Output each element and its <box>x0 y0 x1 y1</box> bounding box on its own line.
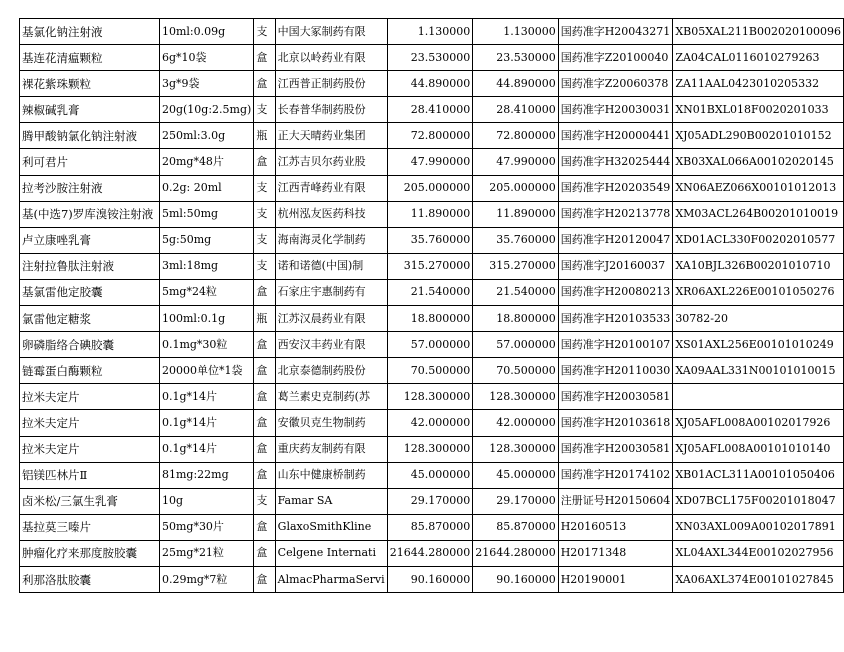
price-limit-cell[interactable]: 45.000000 <box>473 462 558 488</box>
drug-code-cell[interactable]: XA10BJL326B00201010710 <box>673 253 844 279</box>
price-limit-cell[interactable]: 85.870000 <box>473 514 558 540</box>
unit-cell[interactable]: 盒 <box>254 462 275 488</box>
price-cell[interactable]: 18.800000 <box>387 306 473 332</box>
price-limit-cell[interactable]: 1.130000 <box>473 19 558 45</box>
manufacturer-cell[interactable]: 江苏汉晨药业有限 <box>275 306 387 332</box>
manufacturer-cell[interactable]: 杭州泓友医药科技 <box>275 201 387 227</box>
table-row <box>20 514 844 540</box>
approval-number-cell[interactable]: 国药准字H20000441 <box>558 123 673 149</box>
approval-number-cell[interactable]: H20160513 <box>558 514 673 540</box>
drug-code-cell[interactable]: XS01AXL256E00101010249 <box>673 332 844 358</box>
drug-code-cell[interactable]: XJ05ADL290B00201010152 <box>673 123 844 149</box>
table-row <box>20 358 844 384</box>
price-limit-cell[interactable]: 42.000000 <box>473 410 558 436</box>
approval-number-cell[interactable]: 国药准字H20110030 <box>558 358 673 384</box>
price-limit-cell[interactable]: 18.800000 <box>473 306 558 332</box>
price-limit-cell[interactable]: 205.000000 <box>473 175 558 201</box>
manufacturer-cell[interactable]: 西安汉丰药业有限 <box>275 332 387 358</box>
table-row <box>20 45 844 71</box>
price-cell[interactable]: 72.800000 <box>387 123 473 149</box>
unit-cell[interactable]: 支 <box>254 227 275 253</box>
price-limit-cell[interactable]: 90.160000 <box>473 566 558 592</box>
price-cell[interactable]: 42.000000 <box>387 410 473 436</box>
unit-cell[interactable]: 支 <box>254 201 275 227</box>
drug-code-cell[interactable]: XB05XAL211B002020100096 <box>673 19 844 45</box>
approval-number-cell[interactable]: 国药准字H20120047 <box>558 227 673 253</box>
table-row <box>20 488 844 514</box>
price-cell[interactable]: 29.170000 <box>387 488 473 514</box>
spec-cell[interactable]: 0.2g: 20ml <box>159 175 253 201</box>
table-row <box>20 540 844 566</box>
unit-cell[interactable]: 盒 <box>254 540 275 566</box>
price-limit-cell[interactable]: 44.890000 <box>473 71 558 97</box>
approval-number-cell[interactable]: 国药准字H20213778 <box>558 201 673 227</box>
approval-number-cell[interactable]: H20171348 <box>558 540 673 566</box>
drug-code-cell[interactable]: ZA04CAL0116010279263 <box>673 45 844 71</box>
manufacturer-cell[interactable]: 中国大冢制药有限 <box>275 19 387 45</box>
table-row <box>20 384 844 410</box>
approval-number-cell[interactable]: 国药准字H20030581 <box>558 436 673 462</box>
drug-name-cell[interactable]: 卢立康唑乳膏 <box>20 227 160 253</box>
table-row <box>20 462 844 488</box>
drug-code-cell[interactable]: XB03XAL066A00102020145 <box>673 149 844 175</box>
drug-code-cell[interactable]: XB01ACL311A00101050406 <box>673 462 844 488</box>
spec-cell[interactable]: 0.1mg*30粒 <box>159 332 253 358</box>
table-row <box>20 253 844 279</box>
manufacturer-cell[interactable]: 江西普正制药股份 <box>275 71 387 97</box>
spec-cell[interactable]: 5mg*24粒 <box>159 279 253 305</box>
drug-code-cell[interactable]: XJ05AFL008A00101010140 <box>673 436 844 462</box>
approval-number-cell[interactable]: 国药准字H20174102 <box>558 462 673 488</box>
drug-code-cell[interactable]: ZA11AAL0423010205332 <box>673 71 844 97</box>
manufacturer-cell[interactable]: 北京泰德制药股份 <box>275 358 387 384</box>
manufacturer-cell[interactable]: 重庆药友制药有限 <box>275 436 387 462</box>
manufacturer-cell[interactable]: 诺和诺德(中国)制 <box>275 253 387 279</box>
table-row <box>20 227 844 253</box>
price-cell[interactable]: 28.410000 <box>387 97 473 123</box>
manufacturer-cell[interactable]: 海南海灵化学制药 <box>275 227 387 253</box>
price-limit-cell[interactable]: 11.890000 <box>473 201 558 227</box>
price-cell[interactable]: 90.160000 <box>387 566 473 592</box>
unit-cell[interactable]: 盒 <box>254 149 275 175</box>
table-row <box>20 279 844 305</box>
drug-name-cell[interactable]: 利可君片 <box>20 149 160 175</box>
manufacturer-cell[interactable]: 石家庄宇惠制药有 <box>275 279 387 305</box>
unit-cell[interactable]: 盒 <box>254 332 275 358</box>
unit-cell[interactable]: 盒 <box>254 45 275 71</box>
drug-code-cell[interactable]: XR06AXL226E00101050276 <box>673 279 844 305</box>
drug-code-cell[interactable]: XA06AXL374E00101027845 <box>673 566 844 592</box>
spec-cell[interactable]: 250ml:3.0g <box>159 123 253 149</box>
drug-code-cell[interactable]: XA09AAL331N00101010015 <box>673 358 844 384</box>
table-row <box>20 175 844 201</box>
price-limit-cell[interactable]: 72.800000 <box>473 123 558 149</box>
table-body <box>20 19 844 593</box>
spec-cell[interactable]: 20mg*48片 <box>159 149 253 175</box>
price-limit-cell[interactable]: 47.990000 <box>473 149 558 175</box>
drug-name-cell[interactable]: 拉考沙胺注射液 <box>20 175 160 201</box>
price-cell[interactable]: 128.300000 <box>387 384 473 410</box>
price-limit-cell[interactable]: 21644.280000 <box>473 540 558 566</box>
approval-number-cell[interactable]: 国药准字H20103618 <box>558 410 673 436</box>
drug-name-cell[interactable]: 链霉蛋白酶颗粒 <box>20 358 160 384</box>
manufacturer-cell[interactable]: GlaxoSmithKline <box>275 514 387 540</box>
drug-name-cell[interactable]: 拉米夫定片 <box>20 384 160 410</box>
table-row <box>20 436 844 462</box>
manufacturer-cell[interactable]: Famar SA <box>275 488 387 514</box>
approval-number-cell[interactable]: 国药准字Z20100040 <box>558 45 673 71</box>
drug-name-cell[interactable]: 卤米松/三氯生乳膏 <box>20 488 160 514</box>
drug-code-cell[interactable]: 30782-20 <box>673 306 844 332</box>
drug-code-cell[interactable]: XM03ACL264B00201010019 <box>673 201 844 227</box>
drug-name-cell[interactable]: 拉米夫定片 <box>20 436 160 462</box>
approval-number-cell[interactable]: 国药准字H20103533 <box>558 306 673 332</box>
price-cell[interactable]: 21.540000 <box>387 279 473 305</box>
drug-code-cell[interactable]: XL04AXL344E00102027956 <box>673 540 844 566</box>
manufacturer-cell[interactable]: 山东中健康桥制药 <box>275 462 387 488</box>
price-cell[interactable]: 1.130000 <box>387 19 473 45</box>
spec-cell[interactable]: 0.1g*14片 <box>159 410 253 436</box>
table-row <box>20 566 844 592</box>
drug-code-cell[interactable]: XN06AEZ066X00101012013 <box>673 175 844 201</box>
price-limit-cell[interactable]: 57.000000 <box>473 332 558 358</box>
unit-cell[interactable]: 盒 <box>254 71 275 97</box>
drug-name-cell[interactable]: 腾甲酸钠氯化钠注射液 <box>20 123 160 149</box>
table-row <box>20 332 844 358</box>
unit-cell[interactable]: 盒 <box>254 279 275 305</box>
price-cell[interactable]: 205.000000 <box>387 175 473 201</box>
spec-cell[interactable]: 20000单位*1袋 <box>159 358 253 384</box>
unit-cell[interactable]: 盒 <box>254 514 275 540</box>
spec-cell[interactable]: 25mg*21粒 <box>159 540 253 566</box>
price-limit-cell[interactable]: 23.530000 <box>473 45 558 71</box>
drug-code-cell[interactable]: XN03AXL009A00102017891 <box>673 514 844 540</box>
spec-cell[interactable]: 81mg:22mg <box>159 462 253 488</box>
drug-code-cell[interactable]: XN01BXL018F0020201033 <box>673 97 844 123</box>
drug-name-cell[interactable]: 注射拉鲁肽注射液 <box>20 253 160 279</box>
price-cell[interactable]: 35.760000 <box>387 227 473 253</box>
manufacturer-cell[interactable]: 葛兰素史克制药(苏 <box>275 384 387 410</box>
approval-number-cell[interactable]: 国药准字H20080213 <box>558 279 673 305</box>
approval-number-cell[interactable]: 国药准字H20203549 <box>558 175 673 201</box>
price-cell[interactable]: 44.890000 <box>387 71 473 97</box>
spec-cell[interactable]: 3g*9袋 <box>159 71 253 97</box>
price-limit-cell[interactable]: 70.500000 <box>473 358 558 384</box>
table-row <box>20 19 844 45</box>
manufacturer-cell[interactable]: 正大天晴药业集团 <box>275 123 387 149</box>
spec-cell[interactable]: 10g <box>159 488 253 514</box>
spec-cell[interactable]: 0.1g*14片 <box>159 436 253 462</box>
price-limit-cell[interactable]: 35.760000 <box>473 227 558 253</box>
unit-cell[interactable]: 支 <box>254 97 275 123</box>
unit-cell[interactable]: 盒 <box>254 384 275 410</box>
table-row <box>20 97 844 123</box>
drug-code-cell[interactable]: XD07BCL175F00201018047 <box>673 488 844 514</box>
manufacturer-cell[interactable]: 安徽贝克生物制药 <box>275 410 387 436</box>
drug-name-cell[interactable]: 利那洛肽胶囊 <box>20 566 160 592</box>
approval-number-cell[interactable]: 国药准字Z20060378 <box>558 71 673 97</box>
drug-price-table <box>19 18 844 593</box>
drug-name-cell[interactable]: 基连花清瘟颗粒 <box>20 45 160 71</box>
drug-name-cell[interactable]: 基拉莫三嗪片 <box>20 514 160 540</box>
price-limit-cell[interactable]: 128.300000 <box>473 436 558 462</box>
drug-name-cell[interactable]: 肿瘤化疗来那度胺胶囊 <box>20 540 160 566</box>
table-row <box>20 149 844 175</box>
spec-cell[interactable]: 0.1g*14片 <box>159 384 253 410</box>
table-row <box>20 410 844 436</box>
price-cell[interactable]: 85.870000 <box>387 514 473 540</box>
spec-cell[interactable]: 100ml:0.1g <box>159 306 253 332</box>
drug-name-cell[interactable]: 拉米夫定片 <box>20 410 160 436</box>
unit-cell[interactable]: 支 <box>254 253 275 279</box>
drug-name-cell[interactable]: 铝镁匹林片Ⅱ <box>20 462 160 488</box>
drug-code-cell[interactable] <box>673 384 844 410</box>
price-limit-cell[interactable]: 29.170000 <box>473 488 558 514</box>
drug-name-cell[interactable]: 基氯雷他定胶囊 <box>20 279 160 305</box>
approval-number-cell[interactable]: 注册证号H20150604 <box>558 488 673 514</box>
unit-cell[interactable]: 支 <box>254 488 275 514</box>
spec-cell[interactable]: 0.29mg*7粒 <box>159 566 253 592</box>
unit-cell[interactable]: 瓶 <box>254 123 275 149</box>
price-cell[interactable]: 128.300000 <box>387 436 473 462</box>
approval-number-cell[interactable]: 国药准字H32025444 <box>558 149 673 175</box>
drug-name-cell[interactable]: 氯雷他定糖浆 <box>20 306 160 332</box>
drug-name-cell[interactable]: 卵磷脂络合碘胶囊 <box>20 332 160 358</box>
unit-cell[interactable]: 支 <box>254 175 275 201</box>
manufacturer-cell[interactable]: 江西青峰药业有限 <box>275 175 387 201</box>
approval-number-cell[interactable]: 国药准字H20100107 <box>558 332 673 358</box>
spec-cell[interactable]: 3ml:18mg <box>159 253 253 279</box>
manufacturer-cell[interactable]: Celgene Internati <box>275 540 387 566</box>
spec-cell[interactable]: 6g*10袋 <box>159 45 253 71</box>
drug-name-cell[interactable]: 裸花紫珠颗粒 <box>20 71 160 97</box>
drug-name-cell[interactable]: 辣椒碱乳膏 <box>20 97 160 123</box>
unit-cell[interactable]: 瓶 <box>254 306 275 332</box>
spec-cell[interactable]: 20g(10g:2.5mg) <box>159 97 253 123</box>
unit-cell[interactable]: 支 <box>254 19 275 45</box>
price-cell[interactable]: 57.000000 <box>387 332 473 358</box>
table-row <box>20 306 844 332</box>
price-cell[interactable]: 47.990000 <box>387 149 473 175</box>
drug-name-cell[interactable]: 基(中选7)罗库溴铵注射液 <box>20 201 160 227</box>
approval-number-cell[interactable]: 国药准字J20160037 <box>558 253 673 279</box>
spec-cell[interactable]: 50mg*30片 <box>159 514 253 540</box>
price-cell[interactable]: 23.530000 <box>387 45 473 71</box>
table-row <box>20 201 844 227</box>
price-limit-cell[interactable]: 28.410000 <box>473 97 558 123</box>
price-limit-cell[interactable]: 315.270000 <box>473 253 558 279</box>
approval-number-cell[interactable]: H20190001 <box>558 566 673 592</box>
manufacturer-cell[interactable]: 长春普华制药股份 <box>275 97 387 123</box>
price-cell[interactable]: 45.000000 <box>387 462 473 488</box>
approval-number-cell[interactable]: 国药准字H20043271 <box>558 19 673 45</box>
unit-cell[interactable]: 盒 <box>254 358 275 384</box>
spec-cell[interactable]: 5ml:50mg <box>159 201 253 227</box>
manufacturer-cell[interactable]: AlmacPharmaServi <box>275 566 387 592</box>
unit-cell[interactable]: 盒 <box>254 436 275 462</box>
drug-code-cell[interactable]: XD01ACL330F00202010577 <box>673 227 844 253</box>
spec-cell[interactable]: 10ml:0.09g <box>159 19 253 45</box>
drug-name-cell[interactable]: 基氯化钠注射液 <box>20 19 160 45</box>
manufacturer-cell[interactable]: 江苏吉贝尔药业股 <box>275 149 387 175</box>
spec-cell[interactable]: 5g:50mg <box>159 227 253 253</box>
table-row <box>20 123 844 149</box>
drug-code-cell[interactable]: XJ05AFL008A00102017926 <box>673 410 844 436</box>
price-limit-cell[interactable]: 128.300000 <box>473 384 558 410</box>
price-cell[interactable]: 315.270000 <box>387 253 473 279</box>
price-cell[interactable]: 70.500000 <box>387 358 473 384</box>
unit-cell[interactable]: 盒 <box>254 410 275 436</box>
price-limit-cell[interactable]: 21.540000 <box>473 279 558 305</box>
price-cell[interactable]: 21644.280000 <box>387 540 473 566</box>
unit-cell[interactable]: 盒 <box>254 566 275 592</box>
manufacturer-cell[interactable]: 北京以岭药业有限 <box>275 45 387 71</box>
price-cell[interactable]: 11.890000 <box>387 201 473 227</box>
approval-number-cell[interactable]: 国药准字H20030031 <box>558 97 673 123</box>
table-row <box>20 71 844 97</box>
approval-number-cell[interactable]: 国药准字H20030581 <box>558 384 673 410</box>
